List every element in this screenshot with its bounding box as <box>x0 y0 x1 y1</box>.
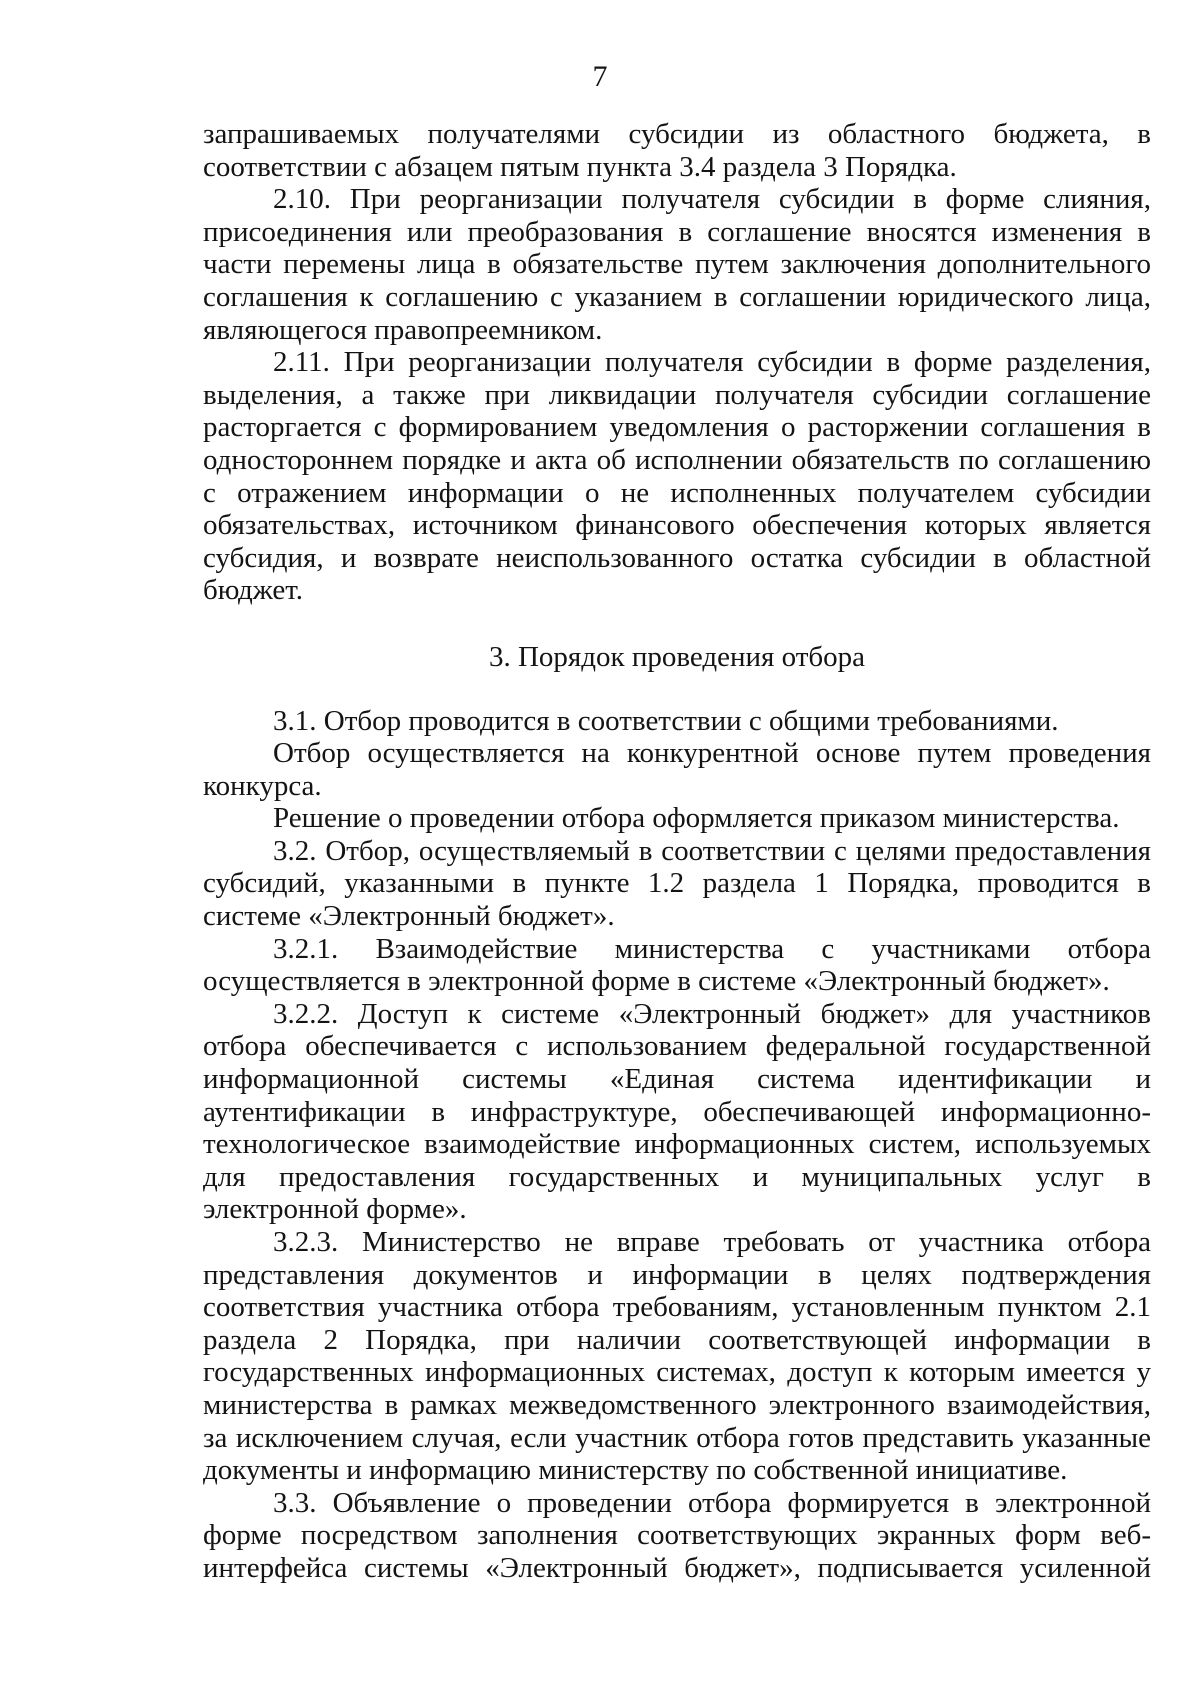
paragraph-competitive-basis: Отбор осуществляется на конкурентной основе путем проведения конкурса. <box>203 737 1151 802</box>
paragraph-3-2-3: 3.2.3. Министерство не вправе требовать от участника отбора представления документов и информации в целях подтверждения соответствия участника отбора требованиям, установленным пунктом 2.1 раздела 2 Порядка, при наличии соответствующей информации в государственных информационных системах, доступ к которым имеется у министерства в рамках межведомственного электронного взаимодействия, за исключением случая, если участник отбора готов представить указанные документы и информацию министерству по собственной инициативе. <box>203 1226 1151 1487</box>
paragraph-3-2-1: 3.2.1. Взаимодействие министерства с участниками отбора осуществляется в электронной форме в системе «Электронный бюджет». <box>203 932 1151 998</box>
paragraph-decision: Решение о проведении отбора оформляется приказом министерства. <box>273 802 1120 835</box>
paragraph-3-2-2: 3.2.2. Доступ к системе «Электронный бюджет» для участников отбора обеспечивается с использованием федеральной государственной информационной системы «Единая система идентификации и аутентификации в инфраструктуре, обеспечивающей информационно-технологическое взаимодействие информационных систем, используемых для предоставления государственных и муниципальных услуг в электронной форме». <box>203 997 1151 1226</box>
paragraph-3-3: 3.3. Объявление о проведении отбора формируется в электронной форме посредством заполнения соответствующих экранных форм веб-интерфейса системы «Электронный бюджет», подписывается усиленной <box>203 1486 1151 1584</box>
page-number: 7 <box>592 60 608 93</box>
document-body <box>203 118 1151 1585</box>
paragraph-3-2: 3.2. Отбор, осуществляемый в соответствии с целями предоставления субсидий, указанными в пункте 1.2 раздела 1 Порядка, проводится в системе «Электронный бюджет». <box>203 834 1151 933</box>
paragraph-continuation: запрашиваемых получателями субсидии из областного бюджета, в соответствии с абзацем пятым пункта 3.4 раздела 3 Порядка. <box>203 118 1151 183</box>
paragraph-3-1: 3.1. Отбор проводится в соответствии с общими требованиями. <box>273 704 1059 737</box>
paragraph-2-11: 2.11. При реорганизации получателя субсидии в форме разделения, выделения, а также при ликвидации получателя субсидии соглашение расторгается с формированием уведомления о расторжении соглашения в одностороннем порядке и акта об исполнении обязательств по соглашению с отражением информации о не исполненных получателем субсидии обязательствах, источником финансового обеспечения которых является субсидия, и возврате неиспользованного остатка субсидии в областной бюджет. <box>203 346 1151 607</box>
section-heading: 3. Порядок проведения отбора <box>488 640 866 673</box>
paragraph-2-10: 2.10. При реорганизации получателя субсидии в форме слияния, присоединения или преобразования в соглашение вносятся изменения в части перемены лица в обязательстве путем заключения дополнительного соглашения к соглашению с указанием в соглашении юридического лица, являющегося правопреемником. <box>203 183 1151 346</box>
